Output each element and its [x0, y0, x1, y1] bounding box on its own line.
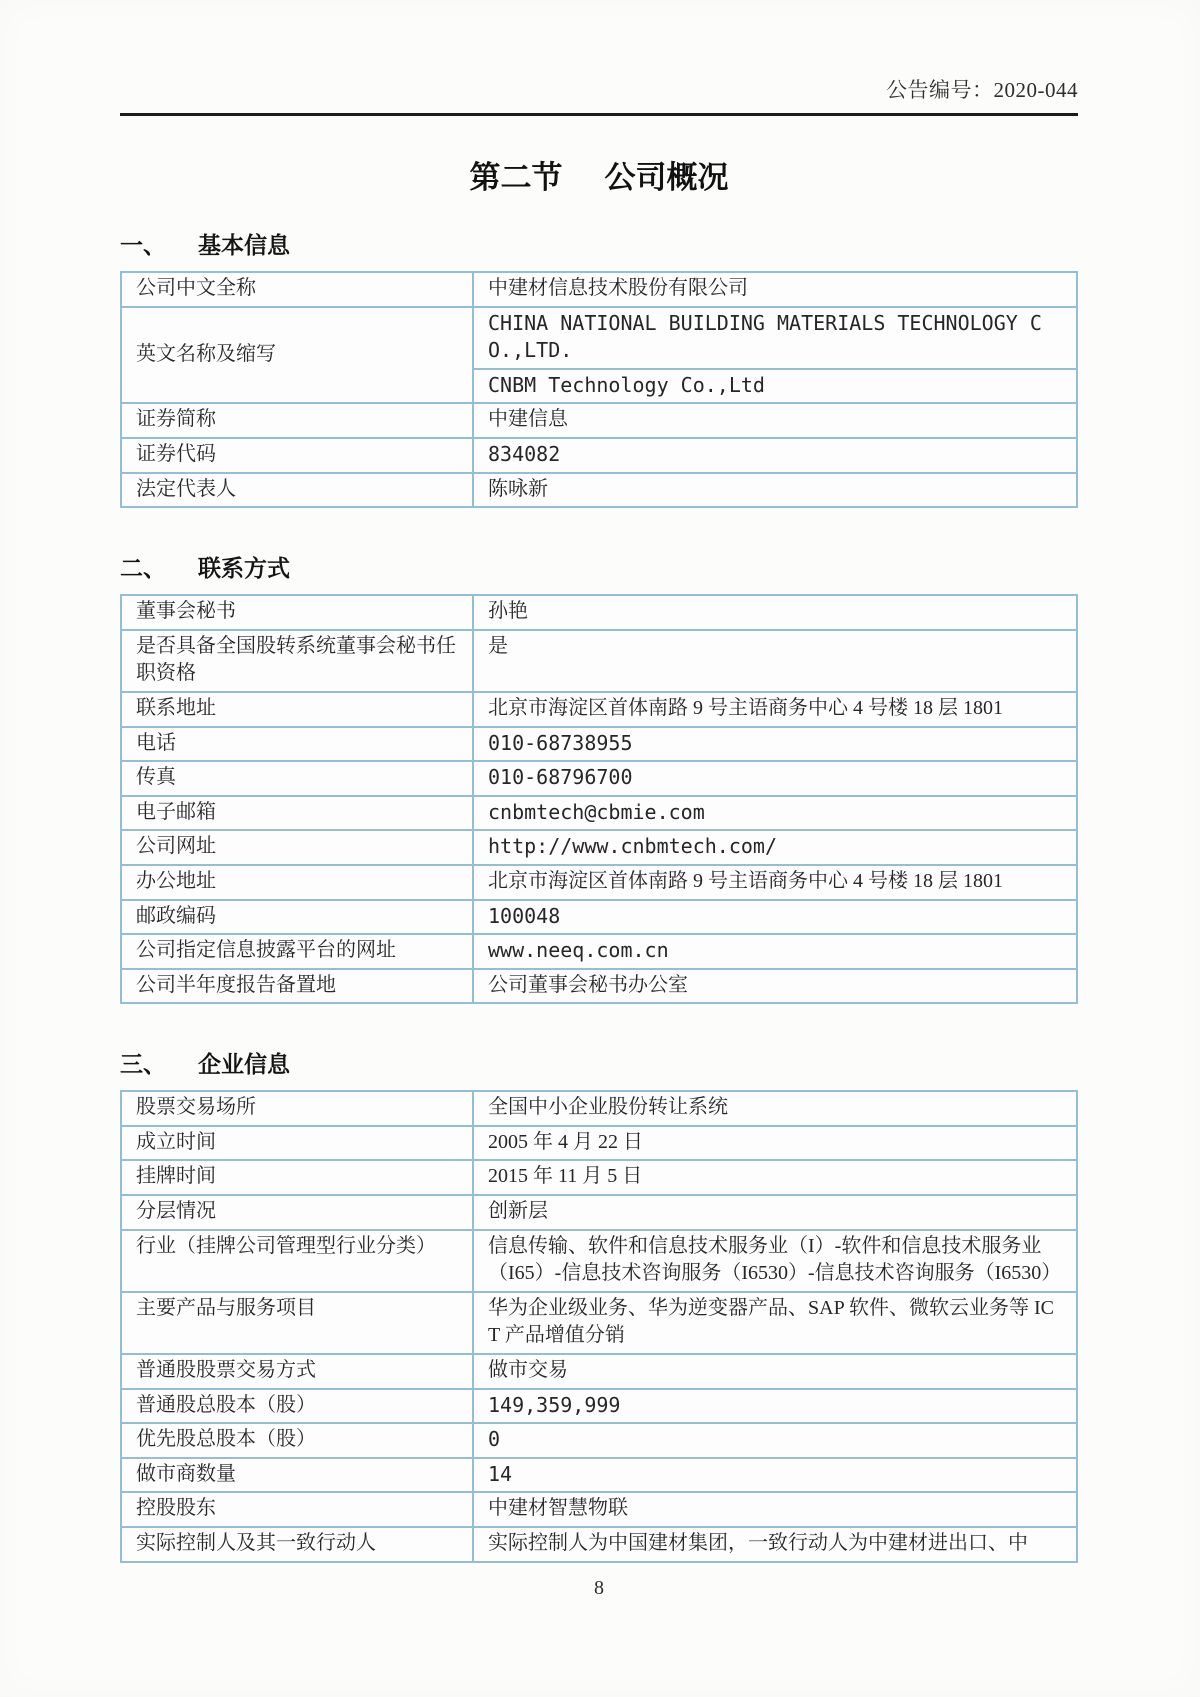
row-label: 成立时间: [121, 1126, 473, 1161]
section-company-info: [120, 1046, 1078, 1562]
row-label: 电话: [121, 727, 473, 762]
row-label: 挂牌时间: [121, 1160, 473, 1195]
table-row: [121, 1389, 1077, 1424]
row-label: 电子邮箱: [121, 796, 473, 831]
table-row: [121, 1126, 1077, 1161]
row-label: 英文名称及缩写: [121, 307, 473, 404]
row-value: http://www.cnbmtech.com/: [473, 830, 1077, 865]
page-title-section: 第二节: [469, 160, 563, 195]
section-contact-info: [120, 550, 1078, 1004]
section-title: 企业信息: [198, 1052, 290, 1078]
row-value: 中建信息: [473, 403, 1077, 438]
table-row: [121, 630, 1077, 692]
row-value: CHINA NATIONAL BUILDING MATERIALS TECHNOLOGY CO.,LTD.: [473, 307, 1077, 369]
row-label: 优先股总股本（股）: [121, 1423, 473, 1458]
section-number: 三、: [120, 1052, 166, 1078]
row-value: CNBM Technology Co.,Ltd: [473, 369, 1077, 404]
row-value: 孙艳: [473, 595, 1077, 630]
row-value: 010-68796700: [473, 761, 1077, 796]
table-row: [121, 1527, 1077, 1562]
row-label: 实际控制人及其一致行动人: [121, 1527, 473, 1562]
row-value: 公司董事会秘书办公室: [473, 969, 1077, 1004]
section-number: 一、: [120, 233, 166, 258]
section-heading: [120, 1046, 1078, 1079]
section-title: 基本信息: [198, 233, 290, 258]
table-row: [121, 934, 1077, 969]
row-value: 834082: [473, 438, 1077, 473]
contact-info-table: [120, 594, 1078, 1004]
table-row: [121, 796, 1077, 831]
table-row: [121, 692, 1077, 727]
row-label: 主要产品与服务项目: [121, 1292, 473, 1354]
row-label: 股票交易场所: [121, 1091, 473, 1126]
table-row: [121, 1423, 1077, 1458]
row-label: 分层情况: [121, 1195, 473, 1230]
row-label: 普通股总股本（股）: [121, 1389, 473, 1424]
row-value: 中建材信息技术股份有限公司: [473, 272, 1077, 307]
table-row: [121, 865, 1077, 900]
row-value: 信息传输、软件和信息技术服务业（I）-软件和信息技术服务业（I65）-信息技术咨询服务（I6530）-信息技术咨询服务（I6530）: [473, 1230, 1077, 1292]
announcement-number: 公告编号：2020-044: [886, 78, 1078, 102]
row-value: 做市交易: [473, 1354, 1077, 1389]
row-value: 14: [473, 1458, 1077, 1493]
row-label: 证券代码: [121, 438, 473, 473]
table-row: [121, 900, 1077, 935]
table-row: [121, 1354, 1077, 1389]
table-row: [121, 473, 1077, 508]
table-row: [121, 830, 1077, 865]
row-value: 北京市海淀区首体南路 9 号主语商务中心 4 号楼 18 层 1801: [473, 865, 1077, 900]
row-value: 010-68738955: [473, 727, 1077, 762]
row-label: 公司中文全称: [121, 272, 473, 307]
row-label: 公司半年度报告备置地: [121, 969, 473, 1004]
section-heading: [120, 227, 1078, 260]
company-info-table: [120, 1090, 1078, 1562]
row-label: 传真: [121, 761, 473, 796]
row-value: 创新层: [473, 1195, 1077, 1230]
table-row: [121, 1292, 1077, 1354]
row-label: 法定代表人: [121, 473, 473, 508]
row-label: 办公地址: [121, 865, 473, 900]
row-label: 公司指定信息披露平台的网址: [121, 934, 473, 969]
row-label: 行业（挂牌公司管理型行业分类）: [121, 1230, 473, 1292]
basic-info-table: [120, 271, 1078, 508]
row-value: 149,359,999: [473, 1389, 1077, 1424]
row-value: 华为企业级业务、华为逆变器产品、SAP 软件、微软云业务等 ICT 产品增值分销: [473, 1292, 1077, 1354]
row-value: 100048: [473, 900, 1077, 935]
row-value: 北京市海淀区首体南路 9 号主语商务中心 4 号楼 18 层 1801: [473, 692, 1077, 727]
section-heading: [120, 550, 1078, 583]
table-row: [121, 1230, 1077, 1292]
row-value: 是: [473, 630, 1077, 692]
row-value: 2015 年 11 月 5 日: [473, 1160, 1077, 1195]
table-row: [121, 595, 1077, 630]
row-label: 邮政编码: [121, 900, 473, 935]
section-number: 二、: [120, 556, 166, 582]
row-label: 是否具备全国股转系统董事会秘书任职资格: [121, 630, 473, 692]
row-value: 2005 年 4 月 22 日: [473, 1126, 1077, 1161]
table-row: [121, 438, 1077, 473]
page-title-text: 公司概况: [604, 160, 729, 195]
section-basic-info: [120, 227, 1078, 508]
table-row: [121, 761, 1077, 796]
table-row: [121, 307, 1077, 369]
row-value: 陈咏新: [473, 473, 1077, 508]
table-row: [121, 1458, 1077, 1493]
row-label: 控股股东: [121, 1492, 473, 1527]
row-label: 董事会秘书: [121, 595, 473, 630]
row-label: 证券简称: [121, 403, 473, 438]
table-row: [121, 1160, 1077, 1195]
section-title: 联系方式: [198, 556, 290, 582]
row-value: 实际控制人为中国建材集团，一致行动人为中建材进出口、中: [473, 1527, 1077, 1562]
row-label: 联系地址: [121, 692, 473, 727]
table-row: [121, 727, 1077, 762]
row-value: www.neeq.com.cn: [473, 934, 1077, 969]
row-label: 普通股股票交易方式: [121, 1354, 473, 1389]
row-value: 0: [473, 1423, 1077, 1458]
table-row: [121, 272, 1077, 307]
header-rule: [120, 113, 1078, 116]
page-title: [120, 152, 1078, 197]
row-value: cnbmtech@cbmie.com: [473, 796, 1077, 831]
row-label: 做市商数量: [121, 1458, 473, 1493]
page-number: 8: [594, 1576, 604, 1599]
table-row: [121, 1492, 1077, 1527]
table-row: [121, 1195, 1077, 1230]
table-row: [121, 1091, 1077, 1126]
row-value: 全国中小企业股份转让系统: [473, 1091, 1077, 1126]
table-row: [121, 403, 1077, 438]
row-value: 中建材智慧物联: [473, 1492, 1077, 1527]
table-row: [121, 969, 1077, 1004]
row-label: 公司网址: [121, 830, 473, 865]
